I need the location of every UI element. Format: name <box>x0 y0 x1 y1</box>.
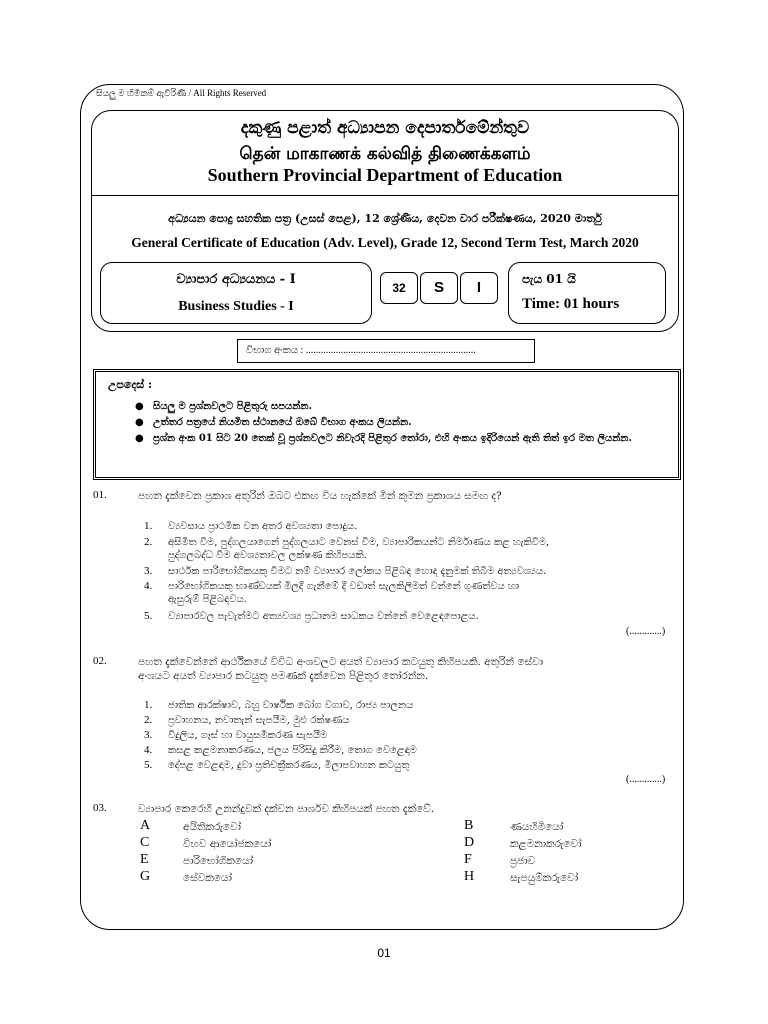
answer-blank[interactable]: (.............) <box>626 626 666 637</box>
time-sinhala: පැය 01 යි <box>522 272 576 286</box>
exam-title-english: General Certificate of Education (Adv. Level), Grade 12, Second Term Test, March 2020 <box>131 235 639 250</box>
party-letter: B <box>464 818 474 833</box>
party-name: විහව ආයෝජකයෝ <box>183 838 272 850</box>
option-4: 4. කසළ කළමනාකරණය, ජලය පිරිසිදු කිරීම, තොග වෙළෙඳාම <box>144 744 417 756</box>
index-number-field[interactable]: විභාග අංකය : .................................................................... <box>237 339 535 363</box>
dept-title-english: Southern Provincial Department of Education <box>207 165 563 185</box>
question-number: 01. <box>93 489 107 501</box>
exam-title-sinhala: අධ්‍යයන පොදු සහතික පත්‍ර (උසස් පෙළ), 12 ශ්‍රේණිය, දෙවන වාර පරීක්ෂණය, 2020 මාර්තු <box>168 212 602 225</box>
party-name: අයිතිකරුවෝ <box>183 821 242 833</box>
party-name: ණයහිමියෝ <box>510 821 564 833</box>
party-name: සේවකයෝ <box>183 872 232 884</box>
dept-title-tamil: தென் மாகாணக் கல்வித் திணைக்களம் <box>239 144 531 164</box>
question-number: 02. <box>93 655 107 667</box>
option-2: 2. අසීමිත වීම, පුද්ගලයාගෙන් පුද්ගලයාට වෙනස් වීම, ව්‍යාපාරිකයන්ට නිර්මාණය කළ හැකිවීම, පුද්ගලබද්ධ වීම අවශ්‍යතාවල ලක්ෂණ කිහිපයකි. <box>144 536 550 561</box>
instruction-item: ● සියලු ම ප්‍රශ්නවලට පිළිතුරු සපයන්න. <box>135 401 312 412</box>
option-1: 1. ව්‍යවසාය ප්‍රාථමික වන අතර අවශ්‍යතා පොදුය. <box>144 520 358 532</box>
party-name: සැපයුම්කරුවෝ <box>510 872 579 884</box>
party-letter: A <box>140 818 151 833</box>
subject-sinhala: ව්‍යාපාර අධ්‍යයනය - I <box>176 272 296 287</box>
option-5: 5. දේපළ වෙළඳාම, දුවා ප්‍රතිචක්‍රීකරණය, මිලාපවාහන කටයුතු <box>144 759 410 771</box>
page-number: 01 <box>377 946 391 960</box>
option-3: 3. විදුලිය, ගෑස් හා වායුසමීකරණ සැපයීම <box>144 729 328 741</box>
party-name: කළමනාකරුවෝ <box>510 838 582 850</box>
header-divider <box>91 195 679 196</box>
party-letter: E <box>140 852 149 867</box>
subject-code-number: 32 <box>380 272 418 304</box>
bullet-icon: ● <box>135 401 144 412</box>
party-letter: C <box>140 835 150 850</box>
party-letter: D <box>464 835 475 850</box>
party-name: ප්‍රජාව <box>510 855 536 867</box>
party-name: පාරිභෝගිකයෝ <box>183 855 253 867</box>
question-text: පහත දැක්වෙන්නේ ආර්ථිකයේ විවිධ අංශවලට අයත් ව්‍යාපාර කටයුතු කිහිපයකි. අතුරින් සේවා අංශයට අයත් ව්‍යාපාර කටයුතු පමණක් දැක්වෙන පිළිතුර තෝරන්න. <box>138 656 544 682</box>
subject-english: Business Studies - I <box>178 299 294 314</box>
answer-blank[interactable]: (.............) <box>626 774 666 785</box>
party-letter: F <box>464 852 472 867</box>
question-number: 03. <box>93 802 107 814</box>
dept-title-sinhala: දකුණු පළාත් අධ්‍යාපන දෙපාර්තමේන්තුව <box>240 118 530 138</box>
option-3: 3. සාර්ථක පාරිභෝගිකයකු වීමට නම් ව්‍යාපාර ලෝකය පිළිබඳ හොඳ දැනුමක් තිබීම අත්‍යවශ්‍යය. <box>144 565 547 577</box>
instruction-item: ● උත්තර පත්‍රයේ නියමිත ස්ථානයේ ඔබේ විභාග අංකය ලියන්න. <box>135 417 412 428</box>
option-5: 5. ව්‍යාපාරවල පැවැත්මට අත්‍යවශ්‍ය ප්‍රධානම සාධකය වන්නේ වෙළෙඳපොළය. <box>144 610 479 622</box>
instructions-title: උපදෙස් : <box>108 378 153 391</box>
bullet-icon: ● <box>135 433 144 444</box>
party-letter: H <box>464 869 475 884</box>
subject-code-paper: I <box>460 272 498 304</box>
option-4: 4. පාරිභෝගිකයකු භාණ්ඩයක් මිලදී ගැනීමේ දී වඩාත් සැලකිලිමත් වන්නේ ගුණත්වය හා ඇසුරුම් පිළිබඳවය. <box>144 580 520 605</box>
time-english: Time: 01 hours <box>522 296 620 312</box>
instruction-item: ● ප්‍රශ්න අංක 01 සිට 20 තෙක් වූ ප්‍රශ්නවලට නිවැරදි පිළිතුර තෝරා, එහි අංකය ඉදිරියෙන් ඇති තිත් ඉර මත ලියන්න. <box>135 433 632 444</box>
rights-reserved: සියලු ම හිමිකම් ඇවිරිණි / All Rights Reserved <box>96 88 267 98</box>
question-text: පහත දැක්වෙන ප්‍රකාශ අතුරින් ඔබට එකඟ විය හැක්කේ මින් කුමන ප්‍රකාශය සමඟ ද? <box>138 490 502 502</box>
bullet-icon: ● <box>135 417 144 428</box>
subject-code-medium: S <box>420 272 458 304</box>
option-2: 2. ප්‍රවාහනය, නවාතැන් සැපයීම, මුළු රක්ෂණය <box>144 714 350 726</box>
option-1: 1. ජාතික ආරක්ෂාව, බහු වාර්ෂික බෝග වගාව, රාජ්‍ය පාලනය <box>144 699 414 711</box>
party-letter: G <box>140 869 151 884</box>
question-text: ව්‍යාපාර කෙරෙහි උනන්දුවක් දක්වන පාර්ශව කිහිපයක් පහත දැක්වේ. <box>138 803 435 815</box>
